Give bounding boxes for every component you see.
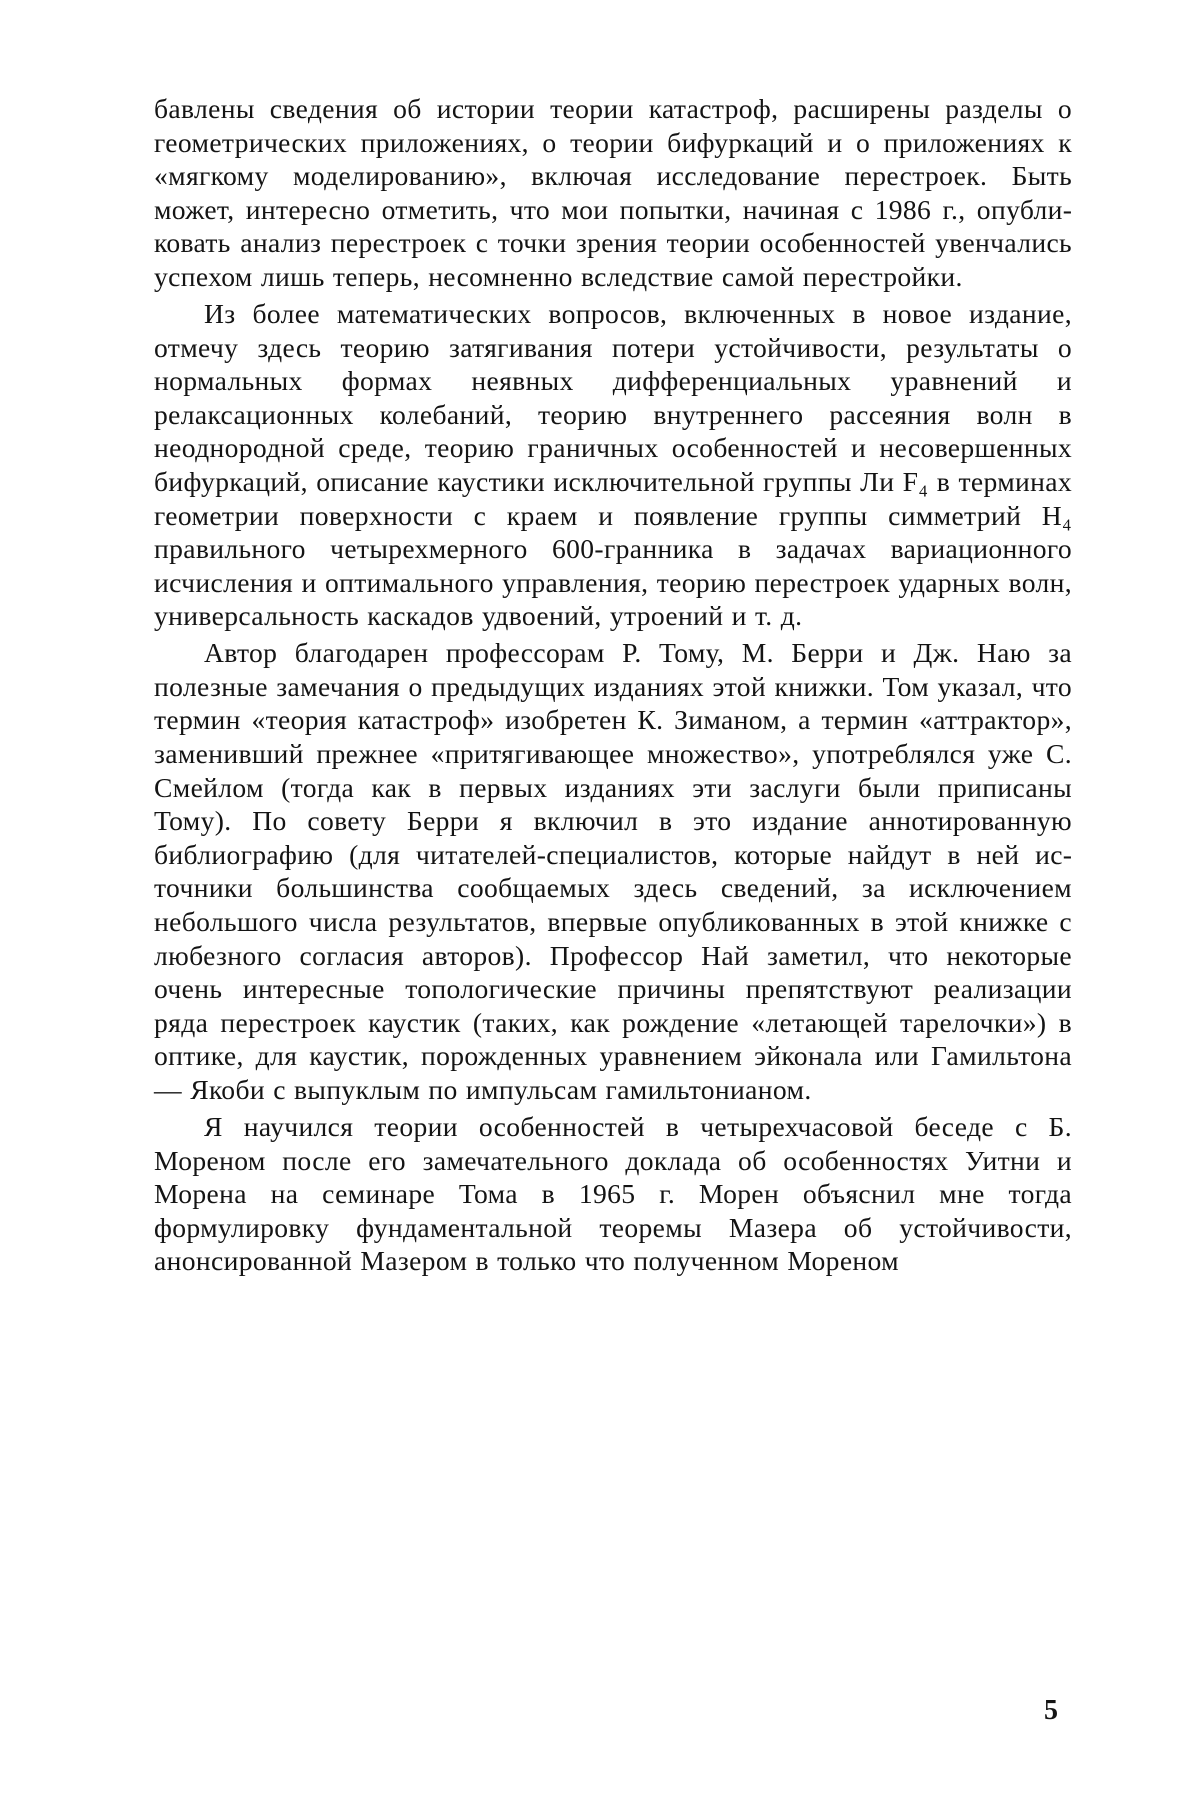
paragraph-learning-singularity-theory: Я научился теории особенностей в четырехчасовой беседе с Б. Мореном после его замечательного доклада об особенностях Уитни и Морена на семинаре Тома в 1965 г. Морен объяснил мне тогда формулировку фундаментальной теоремы Мазера об устойчивости, анонсированной Мазером в только что полученном Мореном: [154, 1110, 1072, 1277]
page-number: 5: [1044, 1695, 1058, 1726]
paragraph-mathematical-topics: Из более математических вопросов, включенных в новое издание, отмечу здесь теорию затягивания потери устойчивости, результаты о нормальных формах неявных дифференциальных уравнений и релаксационных колебаний, теорию внутреннего рассеяния волн в неоднородной среде, теорию граничных особенностей и несовершенных бифуркаций, описание каустики исключительной группы Ли F₄ в терминах геометрии поверхности с краем и появление группы симметрий H₄ правильного четырехмерного 600-гранника в задачах вариационного исчисления и оптимального управления, теорию перестроек ударных волн, универсальность каскадов удвоений, утроений и т. д.: [154, 297, 1072, 632]
paragraph-history-continuation: бавлены сведения об истории теории катастроф, расширены разделы о геометрических приложениях, о теории бифуркаций и о приложениях к «мягкому моделированию», включая исследование перестроек. Быть может, интересно отметить, что мои попытки, начиная с 1986 г., опубликовать анализ перестроек с точки зрения теории особенностей увенчались успехом лишь теперь, несомненно вследствие самой перестройки.: [154, 93, 1072, 292]
paragraph-acknowledgements: Автор благодарен профессорам Р. Тому, М. Берри и Дж. Наю за полезные замечания о предыдущих изданиях этой книжки. Том указал, что термин «теория катастроф» изобретен К. Зиманом, а термин «аттрактор», заменивший прежнее «притягивающее множество», употреблялся уже С. Смейлом (тогда как в первых изданиях эти заслуги были приписаны Тому). По совету Берри я включил в это издание аннотированную библиографию (для читателей-специалистов, которые найдут в ней источники большинства сообщаемых здесь сведений, за исключением небольшого числа результатов, впервые опубликованных в этой книжке с любезного согласия авторов). Профессор Най заметил, что некоторые очень интересные топологические причины препятствуют реализации ряда перестроек каустик (таких, как рождение «летающей тарелочки») в оптике, для каустик, порожденных уравнением эйконала или Гамильтона — Якоби с выпуклым по импульсам гамильтонианом.: [154, 637, 1072, 1105]
body-text: [154, 92, 1072, 1281]
